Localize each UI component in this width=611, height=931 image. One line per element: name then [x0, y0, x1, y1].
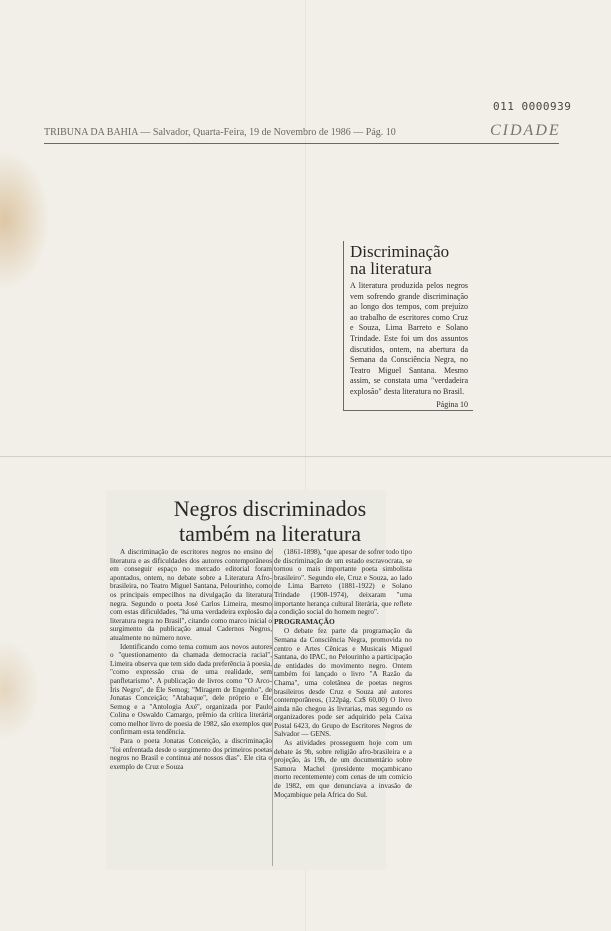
teaser-border: [343, 241, 344, 411]
article-subhead: PROGRAMAÇÃO: [274, 616, 335, 626]
article-paragraph: O debate fez parte da programação da Semana da Consciência Negra, promovida no centro e Artes Cênicas e Musicais Miguel Santana, do IPAC, no Pelourinho a participação de entidades do movimento negro. Ontem também foi lançado o livro "A Razão da Chama", uma coletânea de poetas negros brasileiros desde Cruz e Souza até autores contemporâneos, (122pág. Cz$ 60,00) O livro ainda não chegou às livrarias, mas segundo os organizadores pode ser adquirido pela Caixa Postal 6423, do Grupo de Escritores Negros de Salvador — GENS.: [274, 627, 412, 739]
article-paragraph: Para o poeta Jonatas Conceição, a discriminação "foi enfrentada desde o surgimento dos primeiros poetas negros no Brasil e continua até nossos dias". Ele cita o exemplo de Cruz e Souza: [110, 737, 272, 771]
teaser-box: [345, 243, 473, 410]
teaser-body: A literatura produzida pelos negros vem sofrendo grande discriminação ao longo dos tempos, com prejuízo ao trabalho de escritores como Cruz e Souza, Lima Barreto e Solano Trindade. Este foi um dos assuntos discutidos, ontem, na abertura da Semana da Consciência Negra, no Teatro Miguel Santana. Mesmo assim, se constata uma "verdadeira explosão" desta literatura no Brasil.: [350, 281, 468, 396]
water-stain: [0, 640, 40, 740]
teaser-title-line: na literatura: [350, 259, 432, 278]
teaser-page-ref: Página 10: [436, 399, 468, 409]
section-label: CIDADE: [490, 122, 561, 139]
teaser-border: [343, 410, 473, 411]
water-stain: [0, 150, 50, 290]
article-column-1: [110, 548, 272, 771]
archive-ref-number: 011 0000939: [493, 100, 572, 113]
article-paragraph: A discriminação de escritores negros no ensino de literatura e as dificuldades dos autores contemporâneos em conseguir espaço no mercado editorial foram apontados, ontem, no debate sobre a Literatura Afro-brasileira, no Teatro Miguel Santana, Pelourinho, como os principais empecilhos na divulgação da literatura negra. Segundo o poeta José Carlos Limeira, mesmo com estas dificuldades, "há uma verdadeira explosão da literatura negra no Brasil", citando como marco inicial o surgimento da publicação anual Cadernos Negros, atualmente no número nove.: [110, 548, 272, 642]
headline-line: Negros discriminados: [173, 496, 367, 521]
article-headline: [150, 496, 390, 546]
article-column-2: [274, 548, 412, 799]
article-paragraph: As atividades prosseguem hoje com um debate às 9h, sobre religião afro-brasileira e a projeção, às 19h, de um documentário sobre Samora Machel (presidente moçambicano morto recentemente) com cenas de um comício de 1982, em que denunciava a invasão de Moçambique pela Africa do Sul.: [274, 739, 412, 799]
article-paragraph: (1861-1898), "que apesar de sofrer todo tipo de discriminação de um estado escravocrata, se tornou o mais importante poeta simbolista brasileiro". Segundo ele, Cruz e Souza, ao lado de Lima Barreto (1881-1922) e Solano Trindade (1908-1974), deixaram "uma importante herança cultural literária, que reflete a condição social do homem negro".: [274, 548, 412, 617]
column-rule: [272, 548, 273, 866]
newspaper-header: TRIBUNA DA BAHIA — Salvador, Quarta-Feira, 19 de Novembro de 1986 — Pág. 10: [44, 127, 396, 138]
teaser-title: [350, 243, 473, 277]
headline-line: também na literatura: [178, 521, 362, 546]
teaser-title-line: Discriminação: [350, 242, 450, 261]
article-paragraph: Identificando como tema comum aos novos autores o "questionamento da chamada democracia racial", Limeira observa que tem sido dada preferência à poesia, "como expressão crua de uma realidade, sem panfletarismo". A publicação de livros como "O Arco-Íris Negro", de Éle Semog; "Miragem de Engenho", de Jonatas Conceição; "Atabaque", dele próprio e Éle Semog e a "Antologia Axé", organizada por Paulo Colina e Oswaldo Camargo, prêmio da crítica literária como melhor livro de poesia de 1982, são exemplos que confirmam esta tendência.: [110, 642, 272, 737]
header-rule: [44, 143, 559, 144]
